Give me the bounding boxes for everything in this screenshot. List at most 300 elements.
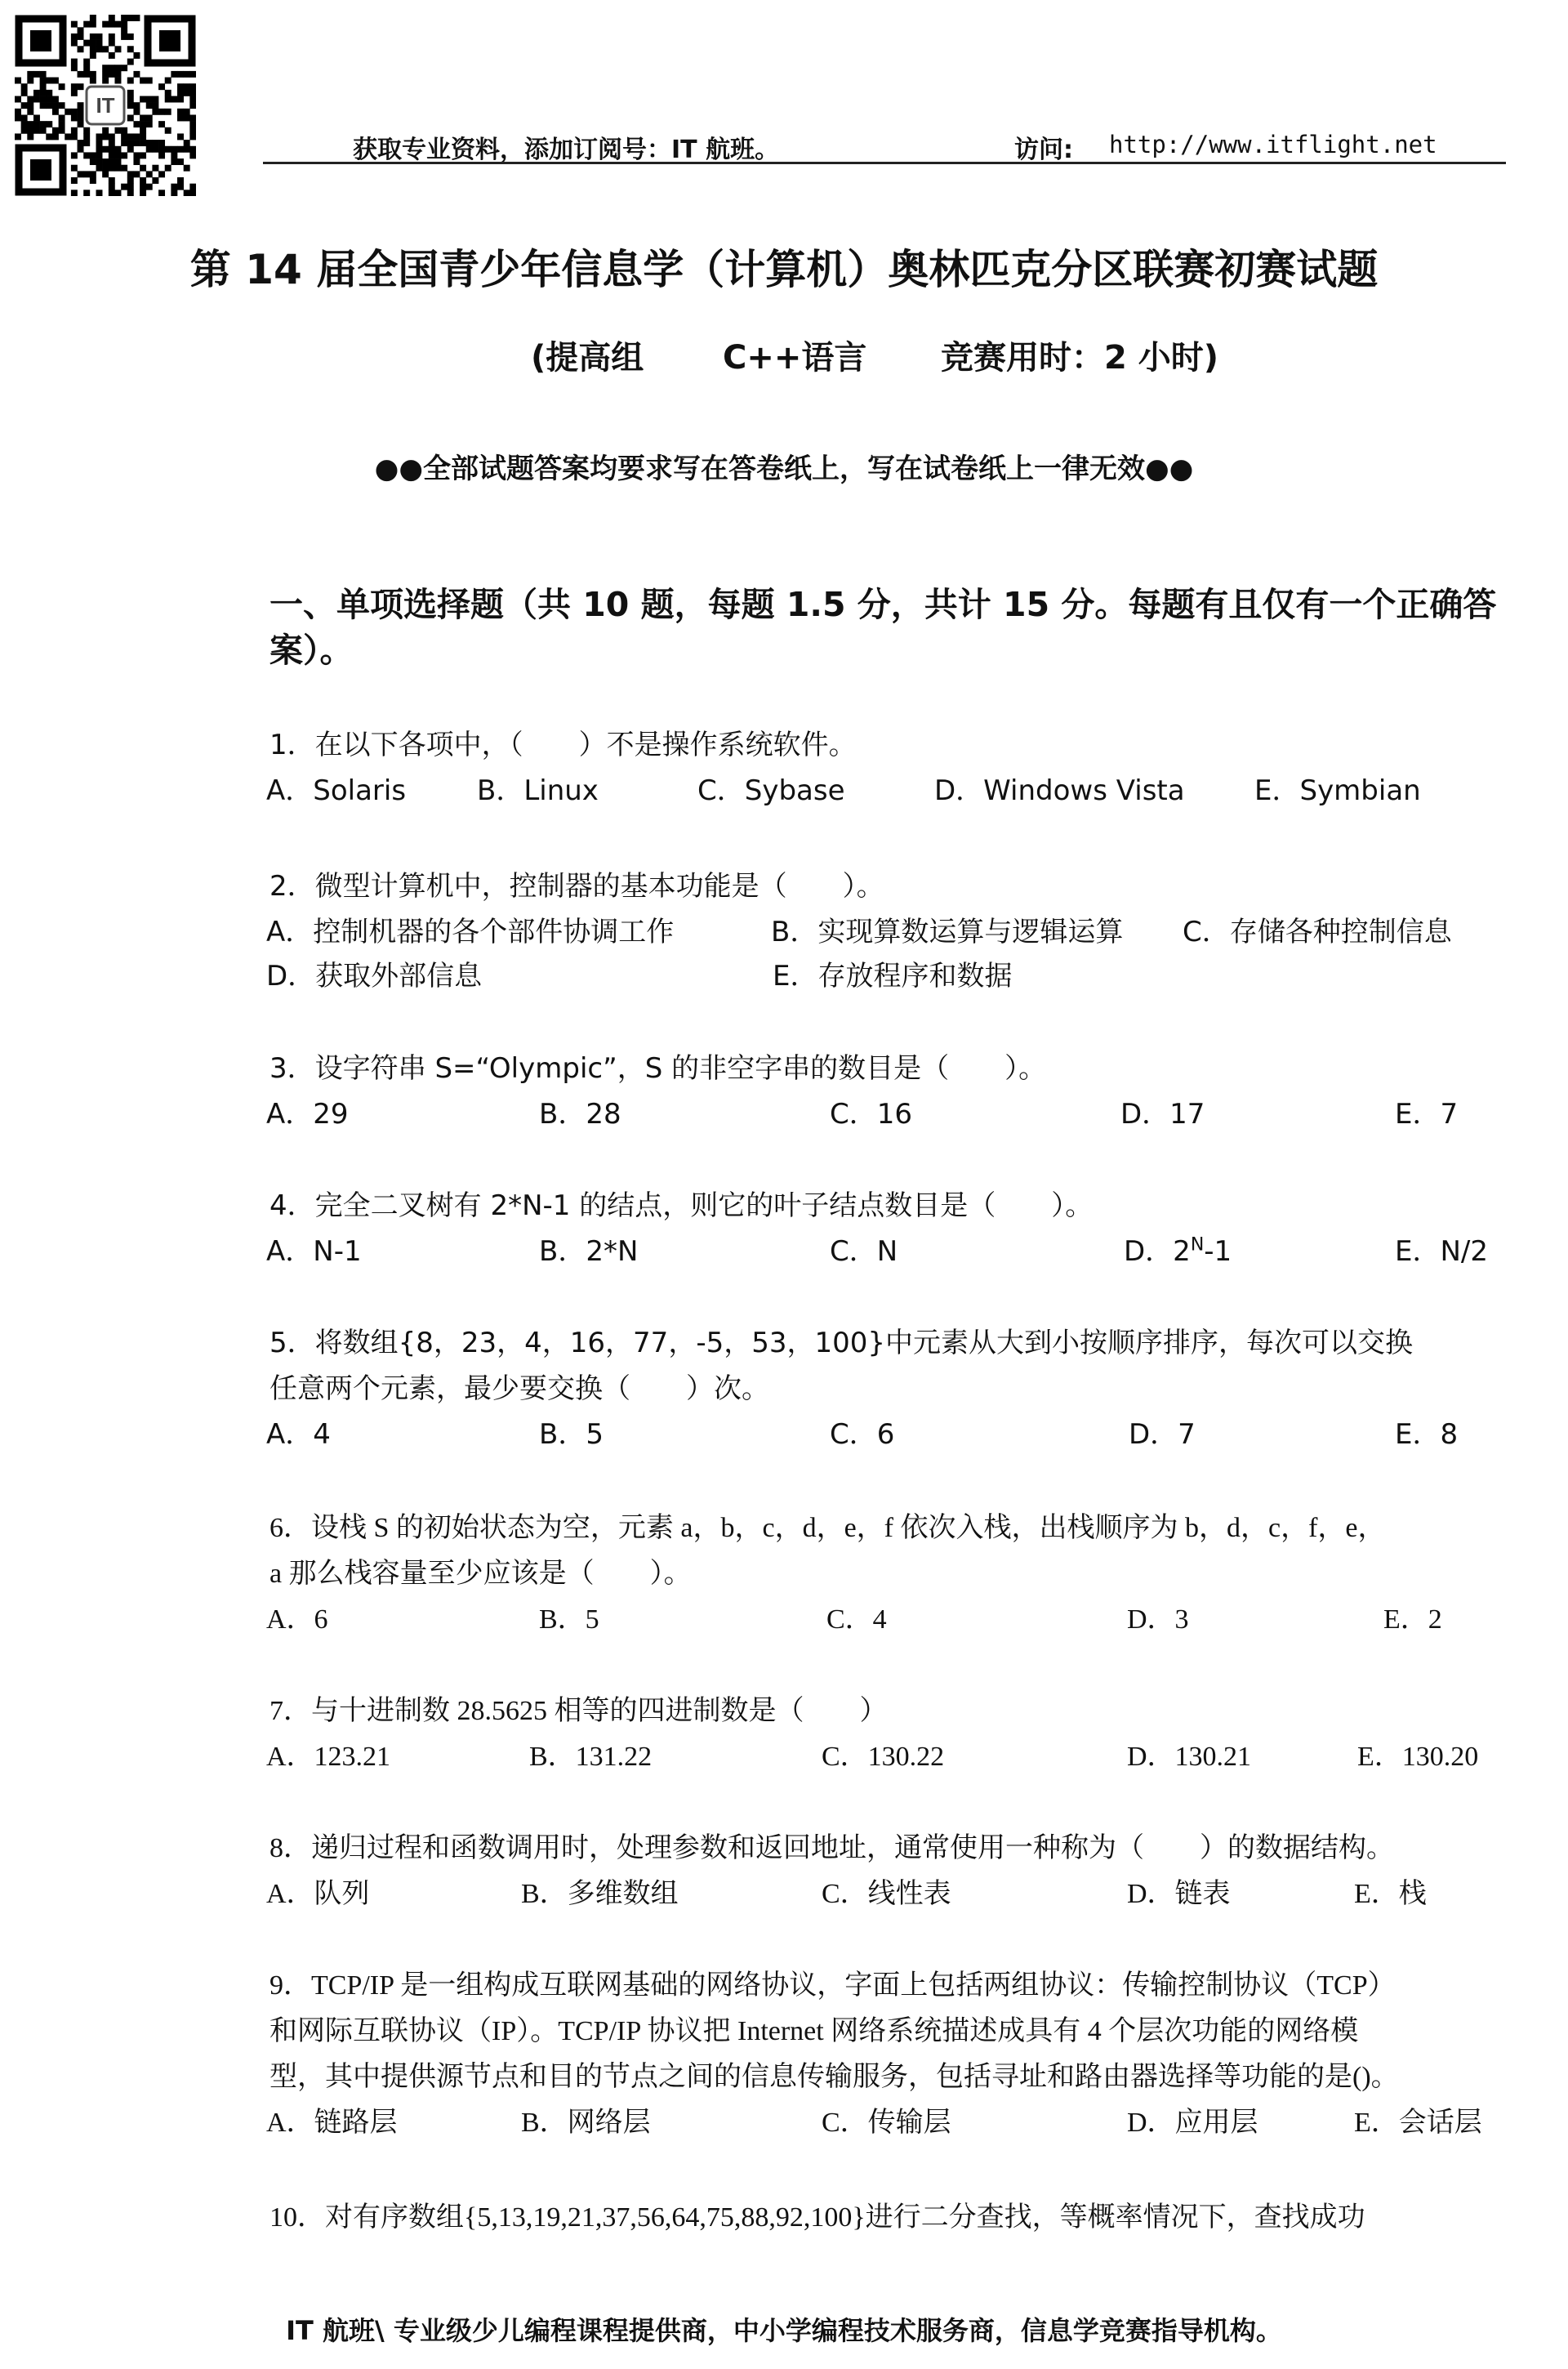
qr-module <box>40 83 47 90</box>
question-8-options <box>266 1871 1508 1907</box>
subtitle-time: 竞赛用时：2 小时) <box>941 339 1219 377</box>
qr-module <box>59 83 65 90</box>
qr-module <box>59 114 65 121</box>
header-subscribe-text: 获取专业资料，添加订阅号：IT 航班。 <box>353 136 780 164</box>
qr-module <box>158 83 165 90</box>
qr-module <box>65 109 71 115</box>
qr-module <box>121 152 127 158</box>
qr-module <box>165 90 172 96</box>
qr-module <box>146 184 153 190</box>
qr-module <box>177 158 184 165</box>
qr-module <box>27 121 33 127</box>
option-e: E．存放程序和数据 <box>773 960 1013 993</box>
qr-module <box>59 127 65 134</box>
question-4-stem: 4．完全二叉树有 2*N-1 的结点，则它的叶子结点数目是（ ）。 <box>270 1189 1094 1222</box>
qr-module <box>21 83 28 90</box>
qr-module <box>140 133 146 140</box>
qr-module <box>109 15 115 21</box>
qr-module <box>121 140 127 146</box>
question-6-stem-line2: a 那么栈容量至少应该是（ ）。 <box>270 1559 692 1589</box>
qr-module <box>78 33 84 40</box>
qr-module <box>33 121 40 127</box>
qr-module <box>40 127 47 134</box>
qr-module <box>96 158 103 165</box>
qr-module <box>27 78 33 84</box>
qr-module <box>127 171 134 177</box>
qr-module <box>189 71 196 78</box>
qr-module <box>40 78 47 84</box>
qr-module <box>83 59 90 65</box>
qr-module <box>114 158 121 165</box>
qr-module <box>114 146 121 153</box>
qr-module <box>121 133 127 140</box>
qr-module <box>71 40 78 47</box>
qr-module <box>27 133 33 140</box>
qr-module <box>109 52 115 59</box>
qr-module <box>83 21 90 28</box>
qr-module <box>171 96 177 103</box>
qr-module <box>121 21 127 28</box>
qr-module <box>71 59 78 65</box>
qr-module <box>102 65 109 71</box>
qr-module <box>121 27 127 33</box>
qr-module <box>127 46 134 52</box>
option-d-tail: -1 <box>1204 1235 1232 1268</box>
qr-module <box>27 109 33 115</box>
qr-module <box>90 40 96 47</box>
option-c: C．Sybase <box>697 774 845 807</box>
qr-module <box>146 171 153 177</box>
qr-logo-text: IT <box>96 93 115 118</box>
qr-module <box>158 140 165 146</box>
qr-module <box>177 83 184 90</box>
qr-module <box>109 33 115 40</box>
qr-module <box>21 121 28 127</box>
qr-module <box>133 109 140 115</box>
qr-module <box>90 171 96 177</box>
option-b: B．28 <box>539 1098 621 1131</box>
qr-module <box>133 52 140 59</box>
qr-module <box>177 96 184 103</box>
qr-module <box>127 177 134 184</box>
qr-module <box>121 33 127 40</box>
option-d-superscript: N <box>1190 1234 1205 1256</box>
qr-module <box>102 133 109 140</box>
qr-module <box>133 102 140 109</box>
subtitle-language: C++语言 <box>723 339 867 377</box>
qr-module <box>78 146 84 153</box>
option-c: C．传输层 <box>822 2108 951 2138</box>
qr-module <box>133 152 140 158</box>
qr-module <box>109 133 115 140</box>
option-d <box>1124 1229 1232 1269</box>
option-e: E．130.20 <box>1357 1742 1479 1772</box>
qr-module <box>114 21 121 28</box>
qr-module <box>33 96 40 103</box>
option-d: D．应用层 <box>1127 2108 1258 2138</box>
qr-module <box>109 146 115 153</box>
qr-module <box>27 71 33 78</box>
qr-module <box>189 133 196 140</box>
qr-module <box>71 83 78 90</box>
it-logo-icon <box>87 87 124 124</box>
qr-module <box>121 165 127 172</box>
question-5-options <box>266 1412 1508 1451</box>
qr-module <box>189 102 196 109</box>
qr-module <box>78 102 84 109</box>
qr-module <box>133 158 140 165</box>
qr-module <box>21 102 28 109</box>
qr-module <box>189 152 196 158</box>
qr-module <box>21 90 28 96</box>
header-url-link[interactable]: http://www.itflight.net <box>1109 131 1437 158</box>
qr-module <box>121 65 127 71</box>
qr-module <box>152 140 158 146</box>
qr-module <box>158 171 165 177</box>
qr-module <box>177 71 184 78</box>
qr-module <box>158 146 165 153</box>
question-2-stem: 2．微型计算机中，控制器的基本功能是（ ）。 <box>270 870 884 903</box>
qr-module <box>15 78 21 84</box>
option-e: E．N/2 <box>1395 1235 1489 1268</box>
qr-module <box>33 114 40 121</box>
qr-module <box>71 165 78 172</box>
qr-module <box>127 184 134 190</box>
option-b: B．网络层 <box>521 2108 651 2138</box>
qr-module <box>189 127 196 134</box>
qr-module <box>189 96 196 103</box>
option-d: D．链表 <box>1127 1879 1231 1909</box>
question-9-stem-line2: 和网际互联协议（IP）。TCP/IP 协议把 Internet 网络系统描述成具有 4 个层次功能的网络模 <box>270 2016 1359 2046</box>
qr-module <box>127 190 134 196</box>
section-heading: 一、单项选择题（共 10 题，每题 1.5 分，共计 15 分。每题有且仅有一个正确答案）。 <box>270 585 1497 670</box>
header-visit-label: 访问: <box>1014 136 1073 164</box>
qr-module <box>52 133 59 140</box>
qr-module <box>33 71 40 78</box>
exam-title: 第 14 届全国青少年信息学（计算机）奥林匹克分区联赛初赛试题 <box>189 246 1379 293</box>
qr-module <box>40 71 47 78</box>
qr-module <box>189 121 196 127</box>
qr-module <box>184 165 190 172</box>
header-divider <box>263 162 1506 164</box>
qr-module <box>78 46 84 52</box>
question-1-stem: 1．在以下各项中，（ ）不是操作系统软件。 <box>270 729 857 761</box>
qr-module <box>90 158 96 165</box>
qr-module <box>140 190 146 196</box>
qr-module <box>71 21 78 28</box>
qr-module <box>140 121 146 127</box>
option-c: C．线性表 <box>822 1879 951 1909</box>
qr-module <box>78 27 84 33</box>
qr-module <box>102 78 109 84</box>
qr-module <box>127 78 134 84</box>
qr-code-graphic <box>15 15 196 196</box>
qr-module <box>114 71 121 78</box>
qr-module <box>114 65 121 71</box>
qr-module <box>189 83 196 90</box>
qr-module <box>71 190 78 196</box>
qr-module <box>71 90 78 96</box>
option-d: D．130.21 <box>1127 1742 1252 1772</box>
option-b: B．131.22 <box>529 1742 653 1772</box>
qr-module <box>184 109 190 115</box>
qr-module <box>78 83 84 90</box>
qr-module <box>109 152 115 158</box>
qr-module <box>146 140 153 146</box>
qr-module <box>171 158 177 165</box>
option-d: D．Windows Vista <box>934 774 1185 807</box>
qr-module <box>46 102 52 109</box>
qr-module <box>90 15 96 21</box>
qr-module <box>171 184 177 190</box>
qr-module <box>78 171 84 177</box>
qr-module <box>171 71 177 78</box>
qr-module <box>114 78 121 84</box>
qr-module <box>177 109 184 115</box>
qr-module <box>146 96 153 103</box>
question-8-stem: 8．递归过程和函数调用时，处理参数和返回地址，通常使用一种称为（ ）的数据结构。 <box>270 1833 1394 1863</box>
qr-module <box>140 78 146 84</box>
qr-module <box>140 114 146 121</box>
qr-module <box>96 133 103 140</box>
qr-module <box>158 121 165 127</box>
qr-module <box>140 177 146 184</box>
qr-module <box>71 109 78 115</box>
qr-module <box>114 152 121 158</box>
qr-module <box>152 109 158 115</box>
qr-module <box>189 146 196 153</box>
qr-module <box>83 40 90 47</box>
qr-module <box>158 190 165 196</box>
option-c: C．4 <box>826 1604 887 1635</box>
option-a: A．控制机器的各个部件协调工作 <box>266 916 675 948</box>
option-a: A．N-1 <box>266 1235 362 1268</box>
qr-module <box>171 190 177 196</box>
qr-module <box>96 33 103 40</box>
qr-module <box>78 121 84 127</box>
option-c: C．130.22 <box>822 1742 945 1772</box>
qr-module <box>146 146 153 153</box>
qr-module <box>127 15 134 21</box>
question-2-options-row2 <box>266 953 1524 993</box>
question-6-stem-line1: 6．设栈 S 的初始状态为空，元素 a，b，c，d，e，f 依次入栈，出栈顺序为 b，d，c，f，e， <box>270 1513 1386 1543</box>
qr-module <box>52 96 59 103</box>
qr-module <box>102 146 109 153</box>
qr-module <box>15 96 21 103</box>
qr-module <box>27 96 33 103</box>
qr-module <box>114 190 121 196</box>
option-e: E．7 <box>1395 1098 1459 1131</box>
qr-module <box>71 114 78 121</box>
qr-module <box>177 184 184 190</box>
option-a: A．6 <box>266 1604 328 1635</box>
option-a: A．队列 <box>266 1879 370 1909</box>
qr-module <box>171 146 177 153</box>
qr-module <box>83 65 90 71</box>
qr-module <box>83 140 90 146</box>
qr-module <box>184 71 190 78</box>
qr-module <box>59 121 65 127</box>
option-a: A．4 <box>266 1418 331 1451</box>
option-a: A．29 <box>266 1098 349 1131</box>
qr-module <box>33 127 40 134</box>
option-c: C．N <box>830 1235 898 1268</box>
question-2-options-row1 <box>266 909 1524 948</box>
qr-module <box>109 165 115 172</box>
qr-module <box>127 90 134 96</box>
qr-module <box>71 152 78 158</box>
qr-module <box>96 152 103 158</box>
qr-module <box>27 102 33 109</box>
qr-module <box>189 184 196 190</box>
qr-module <box>109 177 115 184</box>
qr-module <box>177 177 184 184</box>
qr-module <box>109 140 115 146</box>
qr-module <box>46 78 52 84</box>
qr-module <box>90 33 96 40</box>
qr-module <box>140 165 146 172</box>
qr-module <box>184 190 190 196</box>
qr-module <box>165 109 172 115</box>
qr-module <box>52 109 59 115</box>
qr-module <box>96 46 103 52</box>
qr-module <box>189 114 196 121</box>
question-5-stem-line1: 5．将数组{8，23，4，16，77，-5，53，100}中元素从大到小按顺序排序，每次可以交换 <box>270 1327 1414 1359</box>
option-b: B．实现算数运算与逻辑运算 <box>771 916 1124 948</box>
qr-module <box>59 102 65 109</box>
qr-module <box>114 165 121 172</box>
option-b: B．5 <box>539 1418 604 1451</box>
qr-module <box>27 127 33 134</box>
qr-module <box>177 133 184 140</box>
qr-module <box>71 33 78 40</box>
question-9-options <box>266 2099 1508 2138</box>
qr-module <box>83 71 90 78</box>
qr-module <box>146 114 153 121</box>
qr-module <box>165 96 172 103</box>
qr-module <box>109 158 115 165</box>
qr-module <box>71 127 78 134</box>
qr-module <box>109 21 115 28</box>
qr-module <box>127 96 134 103</box>
option-d: D．17 <box>1120 1098 1205 1131</box>
qr-module <box>83 171 90 177</box>
footer-text: IT 航班\ 专业级少儿编程课程提供商，中小学编程技术服务商，信息学竞赛指导机构。 <box>286 2315 1282 2346</box>
qr-module <box>46 90 52 96</box>
qr-module <box>184 83 190 90</box>
qr-module <box>71 177 78 184</box>
qr-module <box>109 65 115 71</box>
qr-module <box>121 184 127 190</box>
option-d: D．获取外部信息 <box>266 960 483 993</box>
qr-module <box>15 114 21 121</box>
qr-module <box>133 133 140 140</box>
question-7-stem: 7．与十进制数 28.5625 相等的四进制数是（ ） <box>270 1696 888 1726</box>
qr-module <box>78 71 84 78</box>
subtitle-group: (提高组 <box>531 339 644 377</box>
qr-module <box>165 127 172 134</box>
qr-module <box>83 133 90 140</box>
option-b: B．Linux <box>477 774 599 807</box>
qr-module <box>140 96 146 103</box>
qr-module <box>83 127 90 134</box>
qr-module <box>40 121 47 127</box>
qr-module <box>102 127 109 134</box>
qr-module <box>15 133 21 140</box>
qr-module <box>83 190 90 196</box>
qr-module <box>121 15 127 21</box>
qr-module <box>184 140 190 146</box>
qr-module <box>102 21 109 28</box>
qr-module <box>152 96 158 103</box>
option-a: A．Solaris <box>266 774 407 807</box>
option-c: C．16 <box>830 1098 913 1131</box>
option-e: E．8 <box>1395 1418 1459 1451</box>
qr-module <box>146 121 153 127</box>
qr-module <box>109 40 115 47</box>
qr-module <box>121 127 127 134</box>
qr-module <box>15 109 21 115</box>
qr-module <box>102 71 109 78</box>
qr-module <box>146 78 153 84</box>
qr-module <box>33 90 40 96</box>
option-e: E．2 <box>1383 1604 1442 1635</box>
qr-module <box>140 127 146 134</box>
qr-module <box>78 114 84 121</box>
option-b: B．多维数组 <box>521 1879 679 1909</box>
qr-module <box>184 90 190 96</box>
question-7-options <box>266 1733 1508 1772</box>
qr-module <box>96 140 103 146</box>
qr-module <box>114 127 121 134</box>
question-4-options <box>266 1229 1508 1268</box>
qr-module <box>102 171 109 177</box>
qr-module <box>109 184 115 190</box>
qr-module <box>71 133 78 140</box>
qr-module <box>90 71 96 78</box>
qr-module <box>46 121 52 127</box>
qr-module <box>158 152 165 158</box>
qr-module <box>52 78 59 84</box>
qr-module <box>78 109 84 115</box>
qr-module <box>127 146 134 153</box>
qr-module <box>152 102 158 109</box>
qr-module <box>102 158 109 165</box>
question-3-options <box>266 1091 1508 1131</box>
qr-module <box>152 177 158 184</box>
qr-module <box>90 177 96 184</box>
qr-module <box>189 190 196 196</box>
qr-module <box>40 102 47 109</box>
option-c: C．6 <box>830 1418 895 1451</box>
qr-module <box>189 90 196 96</box>
question-9-stem-line1: 9．TCP/IP 是一组构成互联网基础的网络协议，字面上包括两组协议：传输控制协议（TCP） <box>270 1970 1396 2001</box>
qr-module <box>165 146 172 153</box>
qr-module <box>177 90 184 96</box>
qr-module <box>140 184 146 190</box>
qr-module <box>102 46 109 52</box>
qr-module <box>96 190 103 196</box>
qr-module <box>133 15 140 21</box>
question-1-options <box>266 768 1508 807</box>
qr-module <box>152 146 158 153</box>
qr-module <box>133 140 140 146</box>
qr-module <box>114 46 121 52</box>
qr-module <box>171 152 177 158</box>
qr-module <box>152 165 158 172</box>
qr-module <box>127 114 134 121</box>
qr-module <box>127 102 134 109</box>
